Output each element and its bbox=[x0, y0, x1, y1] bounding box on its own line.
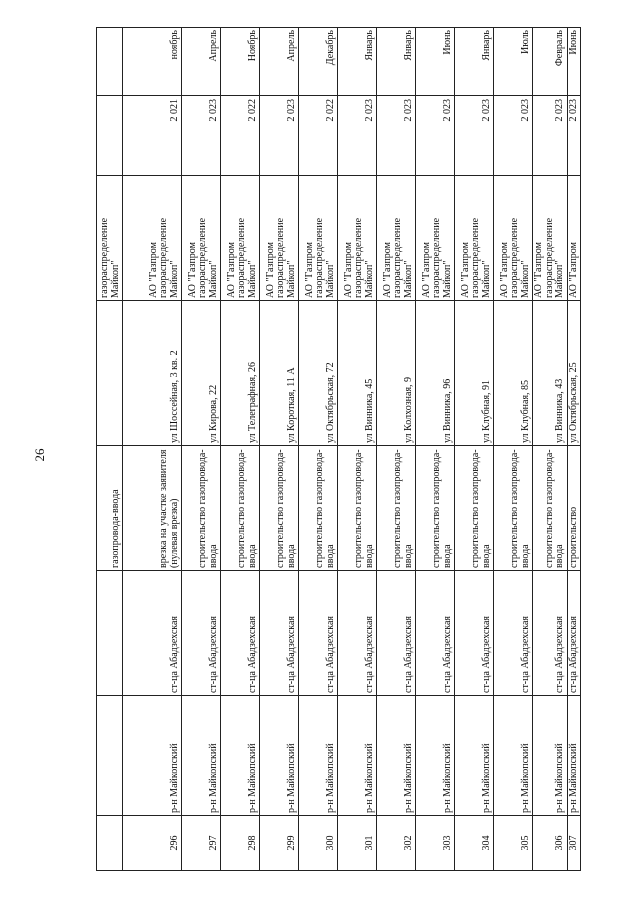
cell-month: Январь bbox=[455, 28, 494, 96]
cell-month: Июнь bbox=[567, 28, 581, 96]
cell-organization: АО "Газпром газораспределение Майкоп" bbox=[260, 176, 299, 301]
cell-address: ул Клубная, 91 bbox=[455, 301, 494, 446]
cell-work: строительство газопровода-ввода bbox=[494, 446, 533, 571]
cell-work: строительство газопровода-ввода bbox=[416, 446, 455, 571]
cell-month bbox=[97, 28, 123, 96]
cell-district: р-н Майкопский bbox=[123, 696, 182, 816]
data-table bbox=[96, 27, 581, 871]
cell-address: ул Колхозная, 9 bbox=[377, 301, 416, 446]
cell-organization: АО "Газпром газораспределение Майкоп" bbox=[123, 176, 182, 301]
cell-work: строительство газопровода-ввода bbox=[182, 446, 221, 571]
cell-year: 2 023 bbox=[338, 96, 377, 176]
cell-settlement: ст-ца Абадзехская bbox=[533, 571, 568, 696]
cell-organization: АО "Газпром газораспределение Майкоп" bbox=[338, 176, 377, 301]
cell-address: ул Винника, 96 bbox=[416, 301, 455, 446]
cell-settlement bbox=[97, 571, 123, 696]
cell-district: р-н Майкопский bbox=[533, 696, 568, 816]
table-row bbox=[338, 28, 377, 871]
cell-year: 2 023 bbox=[455, 96, 494, 176]
cell-year: 2 023 bbox=[567, 96, 581, 176]
cell-address: ул Короткая, 11 А bbox=[260, 301, 299, 446]
cell-work: строительство газопровода-ввода bbox=[533, 446, 568, 571]
cell-number: 296 bbox=[123, 816, 182, 871]
cell-organization: АО "Газпром газораспределение Майкоп" bbox=[299, 176, 338, 301]
rotated-table-region bbox=[96, 28, 579, 871]
cell-district bbox=[97, 696, 123, 816]
cell-organization: АО "Газпром газораспределение Майкоп" bbox=[494, 176, 533, 301]
cell-work: строительство газопровода-ввода bbox=[455, 446, 494, 571]
cell-year: 2 023 bbox=[494, 96, 533, 176]
cell-address: ул Шоссейная, 3 кв. 2 bbox=[123, 301, 182, 446]
cell-month: Апрель bbox=[260, 28, 299, 96]
cell-organization: АО "Газпром газораспределение Майкоп" bbox=[221, 176, 260, 301]
cell-address: ул Кирова, 22 bbox=[182, 301, 221, 446]
cell-organization: АО "Газпром bbox=[567, 176, 581, 301]
cell-work: строительство газопровода-ввода bbox=[338, 446, 377, 571]
cell-organization: АО "Газпром газораспределение Майкоп" bbox=[455, 176, 494, 301]
cell-organization: АО "Газпром газораспределение Майкоп" bbox=[182, 176, 221, 301]
cell-month: Ноябрь bbox=[221, 28, 260, 96]
cell-number: 301 bbox=[338, 816, 377, 871]
cell-work: строительство газопровода-ввода bbox=[221, 446, 260, 571]
cell-district: р-н Майкопский bbox=[416, 696, 455, 816]
cell-month: Декабрь bbox=[299, 28, 338, 96]
cell-organization: АО "Газпром газораспределение Майкоп" bbox=[377, 176, 416, 301]
cell-month: Январь bbox=[377, 28, 416, 96]
cell-number: 306 bbox=[533, 816, 568, 871]
cell-year: 2 023 bbox=[260, 96, 299, 176]
cell-address: ул Телеграфная, 26 bbox=[221, 301, 260, 446]
cell-month: Июнь bbox=[416, 28, 455, 96]
cell-district: р-н Майкопский bbox=[494, 696, 533, 816]
table-row bbox=[182, 28, 221, 871]
cell-address: ул Клубная, 85 bbox=[494, 301, 533, 446]
cell-district: р-н Майкопский bbox=[338, 696, 377, 816]
cell-number: 297 bbox=[182, 816, 221, 871]
cell-district: р-н Майкопский bbox=[567, 696, 581, 816]
cell-year: 2 023 bbox=[533, 96, 568, 176]
table-row bbox=[299, 28, 338, 871]
cell-number: 305 bbox=[494, 816, 533, 871]
cell-number: 302 bbox=[377, 816, 416, 871]
cell-year: 2 022 bbox=[221, 96, 260, 176]
cell-month: Июль bbox=[494, 28, 533, 96]
cell-organization: газораспределение Майкоп" bbox=[97, 176, 123, 301]
cell-month: ноябрь bbox=[123, 28, 182, 96]
cell-work: врезка на участке заявителя (нулевая врезка) bbox=[123, 446, 182, 571]
cell-number bbox=[97, 816, 123, 871]
cell-settlement: ст-ца Абадзехская bbox=[182, 571, 221, 696]
table-row bbox=[221, 28, 260, 871]
cell-settlement: ст-ца Абадзехская bbox=[377, 571, 416, 696]
table-row bbox=[260, 28, 299, 871]
cell-address: ул Октябрьская, 25 bbox=[567, 301, 581, 446]
table-row bbox=[567, 28, 581, 871]
cell-number: 300 bbox=[299, 816, 338, 871]
cell-work: строительство газопровода-ввода bbox=[377, 446, 416, 571]
cell-work: газопровода-ввода bbox=[97, 446, 123, 571]
cell-settlement: ст-ца Абадзехская bbox=[455, 571, 494, 696]
cell-year bbox=[97, 96, 123, 176]
cell-address: ул Винника, 43 bbox=[533, 301, 568, 446]
cell-address: ул Октябрьская, 72 bbox=[299, 301, 338, 446]
table-row bbox=[377, 28, 416, 871]
cell-number: 304 bbox=[455, 816, 494, 871]
cell-settlement: ст-ца Абадзехская bbox=[299, 571, 338, 696]
cell-organization: АО "Газпром газораспределение Майкоп" bbox=[533, 176, 568, 301]
cell-district: р-н Майкопский bbox=[377, 696, 416, 816]
table-row bbox=[533, 28, 568, 871]
cell-year: 2 022 bbox=[299, 96, 338, 176]
cell-month: Февраль bbox=[533, 28, 568, 96]
cell-work: строительство газопровода-ввода bbox=[299, 446, 338, 571]
table-row bbox=[455, 28, 494, 871]
cell-number: 303 bbox=[416, 816, 455, 871]
page-number: 26 bbox=[32, 448, 47, 462]
cell-settlement: ст-ца Абадзехская bbox=[416, 571, 455, 696]
cell-district: р-н Майкопский bbox=[260, 696, 299, 816]
cell-settlement: ст-ца Абадзехская bbox=[567, 571, 581, 696]
table-row bbox=[494, 28, 533, 871]
table-row-continuation bbox=[97, 28, 123, 871]
cell-work: строительство газопровода-ввода bbox=[260, 446, 299, 571]
cell-settlement: ст-ца Абадзехская bbox=[494, 571, 533, 696]
cell-month: Январь bbox=[338, 28, 377, 96]
table-row bbox=[123, 28, 182, 871]
cell-year: 2 023 bbox=[182, 96, 221, 176]
cell-year: 2 023 bbox=[416, 96, 455, 176]
cell-settlement: ст-ца Абадзехская bbox=[123, 571, 182, 696]
table-row bbox=[416, 28, 455, 871]
cell-month: Апрель bbox=[182, 28, 221, 96]
cell-number: 307 bbox=[567, 816, 581, 871]
cell-settlement: ст-ца Абадзехская bbox=[221, 571, 260, 696]
rotated-table-container bbox=[96, 28, 579, 871]
cell-number: 298 bbox=[221, 816, 260, 871]
cell-number: 299 bbox=[260, 816, 299, 871]
cell-year: 2 023 bbox=[377, 96, 416, 176]
cell-address: ул Винника, 45 bbox=[338, 301, 377, 446]
cell-district: р-н Майкопский bbox=[182, 696, 221, 816]
cell-year: 2 021 bbox=[123, 96, 182, 176]
cell-organization: АО "Газпром газораспределение Майкоп" bbox=[416, 176, 455, 301]
cell-district: р-н Майкопский bbox=[221, 696, 260, 816]
cell-work: строительство bbox=[567, 446, 581, 571]
cell-settlement: ст-ца Абадзехская bbox=[260, 571, 299, 696]
cell-settlement: ст-ца Абадзехская bbox=[338, 571, 377, 696]
cell-district: р-н Майкопский bbox=[455, 696, 494, 816]
cell-district: р-н Майкопский bbox=[299, 696, 338, 816]
cell-address bbox=[97, 301, 123, 446]
